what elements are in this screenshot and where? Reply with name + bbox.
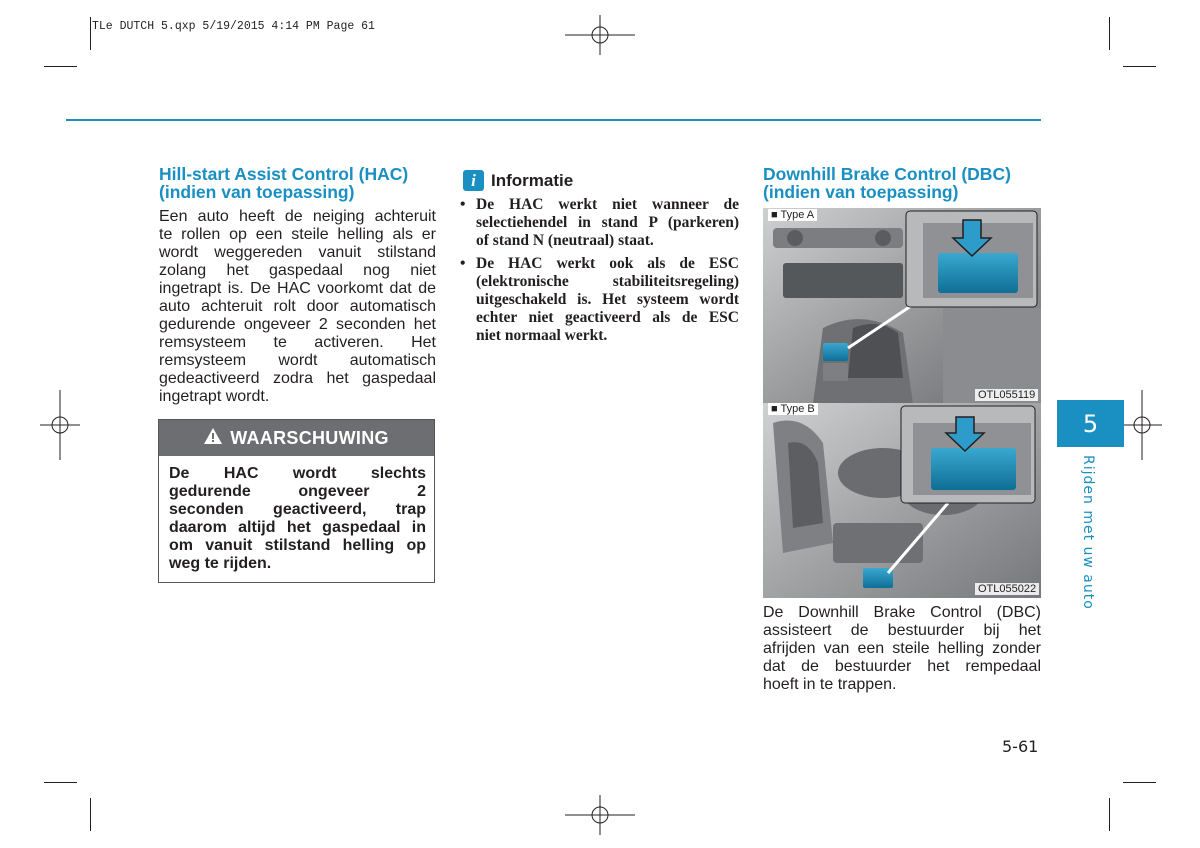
info-line: echter niet geactiveerd als de ESC: [476, 309, 739, 326]
info-line: niet normaal werkt.: [476, 327, 608, 344]
hac-heading-line: (indien van toepassing): [159, 182, 355, 202]
warning-text: [159, 456, 434, 573]
info-header: [463, 170, 573, 191]
photo-code-b: OTL055022: [975, 583, 1039, 595]
dbc-body-line: De Downhill Brake Control (DBC): [763, 604, 1041, 621]
hac-body-line: gedeactiveerd zodra het gaspedaal: [159, 370, 436, 387]
hac-body-line: wordt weggereden vanuit stilstand: [159, 244, 436, 261]
dbc-body-line: dat de bestuurder het rempedaal: [763, 658, 1041, 675]
warning-line: De HAC wordt slechts: [169, 465, 426, 482]
bullet-icon: •: [460, 196, 466, 213]
registration-mark-bottom: [565, 795, 635, 835]
registration-mark-left: [40, 390, 80, 460]
warning-title: WAARSCHUWING: [230, 427, 389, 448]
hac-body-line: remsysteem te activeren. Het: [159, 334, 436, 351]
print-slug: TLe DUTCH 5.qxp 5/19/2015 4:14 PM Page 61: [92, 20, 375, 33]
info-line: of stand N (neutraal) staat.: [476, 232, 654, 249]
hac-body-line: ingetrapt is. De HAC voorkomt dat de: [159, 280, 436, 297]
warning-line: seconden geactiveerd, trap: [169, 501, 426, 518]
hac-body-line: remsysteem wordt automatisch: [159, 352, 436, 369]
chapter-title: Rijden met uw auto: [1080, 455, 1096, 610]
warning-triangle-icon: [204, 428, 222, 449]
info-line: De HAC werkt ook als de ESC: [476, 255, 739, 272]
info-title: Informatie: [491, 170, 574, 190]
type-a-label: ■ Type A: [768, 209, 817, 221]
dbc-heading-line: (indien van toepassing): [763, 182, 959, 202]
hac-body-line: te rollen op een steile helling als er: [159, 226, 436, 243]
info-line: (elektronische stabiliteitsregeling): [476, 273, 739, 290]
chapter-tab: 5: [1057, 400, 1124, 447]
hac-body-line: Een auto heeft de neiging achteruit: [159, 208, 436, 225]
warning-line: daarom altijd het gaspedaal in: [169, 519, 426, 536]
warning-box: [158, 419, 435, 583]
hac-heading-line: Hill-start Assist Control (HAC): [159, 164, 409, 184]
dbc-body: [763, 604, 1041, 694]
hac-body-line: zolang het gaspedaal nog niet: [159, 262, 436, 279]
warning-header: [159, 420, 434, 456]
dbc-photo-type-a: [763, 208, 1041, 404]
info-line: uitgeschakeld is. Het systeem wordt: [476, 291, 739, 308]
dbc-body-line: afrijden van een steile helling zonder: [763, 640, 1041, 657]
dbc-heading-line: Downhill Brake Control (DBC): [763, 164, 1011, 184]
hac-body-line: ingetrapt wordt.: [159, 388, 270, 405]
hac-body-line: auto achteruit rolt door automatisch: [159, 298, 436, 315]
info-line: selectiehendel in stand P (parkeren): [476, 214, 739, 231]
page-number: 5-61: [1002, 737, 1039, 756]
dbc-body-line: hoeft in te trappen.: [763, 676, 897, 693]
dbc-body-line: assisteert de bestuurder bij het: [763, 622, 1041, 639]
registration-mark-top: [565, 15, 635, 55]
warning-line: weg te rijden.: [169, 555, 272, 572]
warning-line: om vanuit stilstand helling op: [169, 537, 426, 554]
dbc-photo-type-b: [763, 403, 1041, 598]
info-line: De HAC werkt niet wanneer de: [476, 196, 739, 213]
info-item: [460, 255, 739, 345]
info-list: [460, 196, 739, 350]
hac-body-line: gedurende ongeveer 2 seconden het: [159, 316, 436, 333]
dbc-heading: [763, 165, 1043, 201]
hac-body: [159, 208, 436, 406]
info-icon: i: [463, 170, 484, 191]
header-rule: [66, 119, 1041, 121]
bullet-icon: •: [460, 255, 466, 272]
type-b-label: ■ Type B: [768, 403, 818, 415]
hac-heading: [159, 165, 439, 201]
warning-line: gedurende ongeveer 2: [169, 483, 426, 500]
registration-mark-right: [1122, 390, 1162, 460]
photo-code-a: OTL055119: [975, 389, 1038, 401]
info-item: [460, 196, 739, 250]
